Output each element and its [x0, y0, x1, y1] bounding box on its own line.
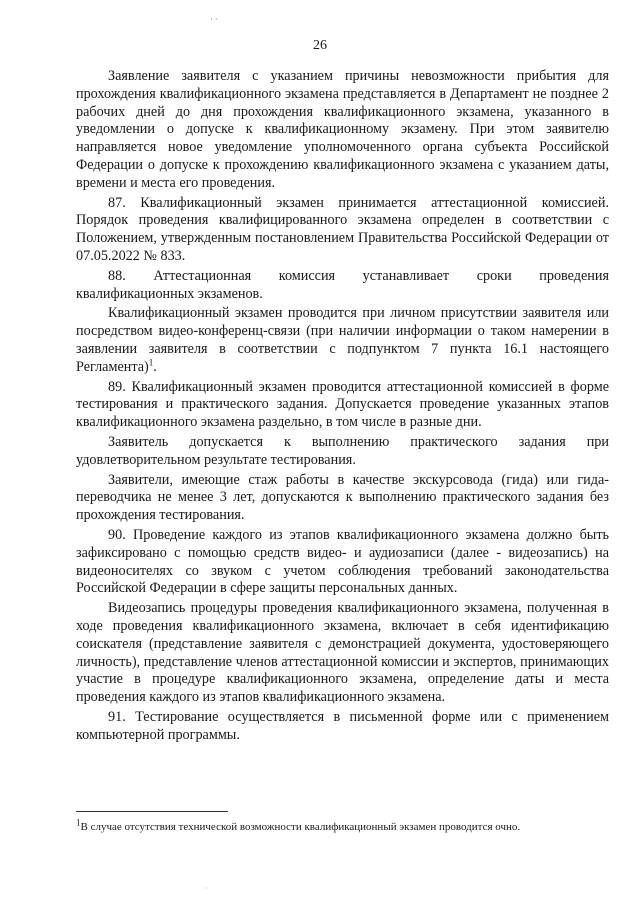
document-body — [76, 68, 609, 746]
scan-artifact-dot: · — [205, 884, 208, 893]
footnote-divider — [76, 811, 228, 812]
footnote-reference-suffix: . — [153, 358, 157, 375]
footnote — [76, 817, 616, 834]
footnote-reference: 1 — [148, 357, 154, 368]
paragraph-exam-presence — [76, 305, 609, 376]
paragraph-90: 90. Проведение каждого из этапов квалификационного экзамена должно быть зафиксировано с помощью средств видео- и аудиозаписи (далее - видеозапись) на видеоносителях со звуком с учетом соблюдения требований законодательства Российской Федерации в сфере защиты персональных данных. — [76, 526, 609, 597]
scan-artifact-mark: · · — [210, 14, 219, 24]
paragraph-applicant-statement: Заявление заявителя с указанием причины невозможности прибытия для прохождения квалификационного экзамена представляется в Департамент не позднее 2 рабочих дней до дня прохождения квалификационного экзамена, указанного в уведомлении о допуске к квалификационному экзамену. При этом заявителю направляется новое уведомление уполномоченного органа субъекта Российской Федерации о допуске к прохождению квалификационного экзамена с указанием даты, времени и места его проведения. — [76, 68, 609, 191]
paragraph-91: 91. Тестирование осуществляется в письменной форме или с применением компьютерной программы. — [76, 708, 609, 743]
paragraph-exam-presence-text: Квалификационный экзамен проводится при личном присутствии заявителя или посредством видео-конференц-связи (при наличии информации о таком намерении в заявлении заявителя в соответствии с подпунктом 7 пункта 16.1 настоящего Регламента) — [76, 305, 609, 375]
footnote-text: В случае отсутствия технической возможности квалификационный экзамен проводится очно. — [80, 821, 521, 833]
paragraph-89: 89. Квалификационный экзамен проводится аттестационной комиссией в форме тестирования и практического задания. Допускается проведение указанных этапов квалификационного экзамена раздельно, в том числе в разные дни. — [76, 378, 609, 431]
footnote-mark: 1 — [76, 817, 81, 828]
page-number: 26 — [313, 38, 327, 53]
paragraph-video-recording: Видеозапись процедуры проведения квалификационного экзамена, полученная в ходе проведения квалификационного экзамена, включает в себя идентификацию соискателя (представление заявителя с демонстрацией документа, удостоверяющего личность), представление членов аттестационной комиссии и экспертов, принимающих участие в процедуре квалификационного экзамена, определение даты и места проведения каждого из этапов квалификационного экзамена. — [76, 600, 609, 706]
paragraph-experienced-applicants: Заявители, имеющие стаж работы в качестве экскурсовода (гида) или гида-переводчика не менее 3 лет, допускаются к выполнению практического задания без прохождения тестирования. — [76, 471, 609, 524]
paragraph-88: 88. Аттестационная комиссия устанавливает сроки проведения квалификационных экзаменов. — [76, 267, 609, 302]
paragraph-admission: Заявитель допускается к выполнению практического задания при удовлетворительном результате тестирования. — [76, 433, 609, 468]
paragraph-87: 87. Квалификационный экзамен принимается аттестационной комиссией. Порядок проведения квалифицированного экзамена определен в соответствии с Положением, утвержденным постановлением Правительства Российской Федерации от 07.05.2022 № 833. — [76, 194, 609, 264]
